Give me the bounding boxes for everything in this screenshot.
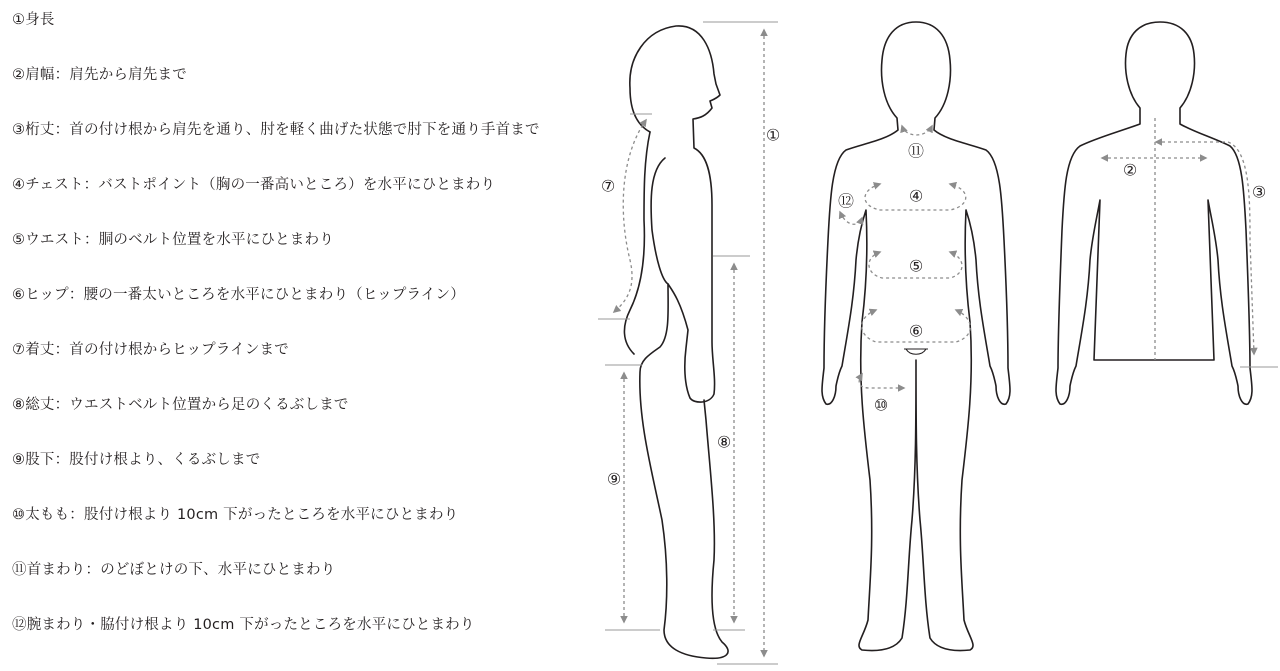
legend-item-shoulder-width: ②肩幅：肩先から肩先まで	[12, 67, 187, 83]
marker-waist: ⑤	[908, 256, 924, 276]
side-view-measurements	[598, 22, 781, 664]
legend-item-body-length: ⑦着丈：首の付け根からヒップラインまで	[12, 342, 289, 358]
marker-thigh: ⑩	[873, 395, 889, 415]
legend-item-chest: ④チェスト：バストポイント（胸の一番高いところ）を水平にひとまわり	[12, 177, 496, 193]
legend-item-hip: ⑥ヒップ：腰の一番太いところを水平にひとまわり（ヒップライン）	[12, 287, 465, 303]
side-view-figure	[624, 26, 728, 658]
legend-item-total-length: ⑧総丈：ウエストベルト位置から足のくるぶしまで	[12, 397, 349, 413]
marker-neck: ⑪	[907, 141, 925, 161]
marker-body-length: ⑦	[600, 176, 616, 196]
marker-total-length: ⑧	[716, 432, 732, 452]
legend-item-inseam: ⑨股下：股付け根より、くるぶしまで	[12, 452, 261, 468]
legend-item-thigh: ⑩太もも：股付け根より 10cm 下がったところを水平にひとまわり	[12, 507, 459, 523]
marker-arm: ⑫	[837, 191, 855, 211]
legend-item-height: ①身長	[12, 12, 55, 28]
marker-height: ①	[765, 125, 781, 145]
marker-chest: ④	[908, 186, 924, 206]
legend-item-sleeve-length: ③桁丈：首の付け根から肩先を通り、肘を軽く曲げた状態で肘下を通り手首まで	[12, 122, 540, 138]
legend-item-arm: ⑫腕まわり・脇付け根より 10cm 下がったところを水平にひとまわり	[12, 617, 475, 633]
legend-item-waist: ⑤ウエスト：胴のベルト位置を水平にひとまわり	[12, 232, 334, 248]
marker-hip: ⑥	[908, 321, 924, 341]
marker-sleeve-length: ③	[1251, 182, 1267, 202]
legend-item-neck: ⑪首まわり：のどぼとけの下、水平にひとまわり	[12, 562, 336, 578]
marker-shoulder-width: ②	[1122, 160, 1138, 180]
back-view-figure	[1056, 22, 1252, 404]
marker-inseam: ⑨	[606, 469, 622, 489]
